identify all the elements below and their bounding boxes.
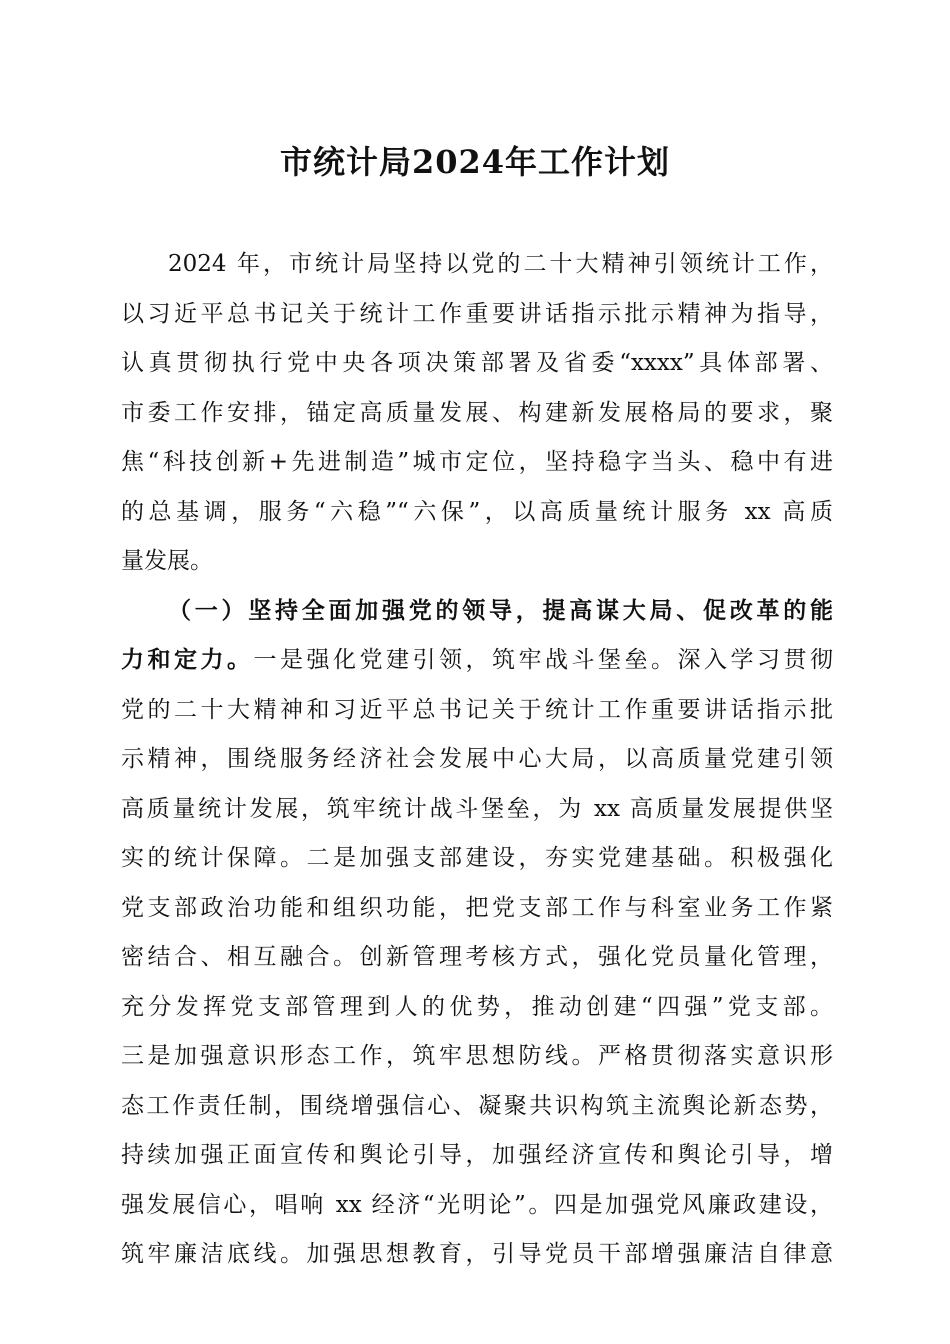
section-line: 三是加强意识形态工作，筑牢思想防线。严格贯彻落实意识形 [121,1043,833,1069]
section-line: 持续加强正面宣传和舆论引导，加强经济宣传和舆论引导，增 [121,1142,833,1168]
intro-line: 以习近平总书记关于统计工作重要讲话指示批示精神为指导， [121,300,833,327]
section-line: 密结合、相互融合。创新管理考核方式，强化党员量化管理， [121,944,833,970]
section-line: 实的统计保障。二是加强支部建设，夯实党建基础。积极强化 [121,845,833,871]
section-line: 态工作责任制，围绕增强信心、凝聚共识构筑主流舆论新态势， [121,1092,833,1119]
intro-line: 焦“科技创新+先进制造”城市定位，坚持稳字当头、稳中有进 [121,449,833,475]
intro-line: 量发展。 [121,548,213,574]
section-body-start: 一是强化党建引领，筑牢战斗堡垒。深入学习贯彻 [253,647,833,673]
intro-line: 2024 年，市统计局坚持以党的二十大精神引领统计工作， [168,251,833,277]
section-line: 筑牢廉洁底线。加强思想教育，引导党员干部增强廉洁自律意 [121,1241,833,1267]
section-heading: （一）坚持全面加强党的领导，提高谋大局、促改革的能 [168,596,833,624]
section-line: 党支部政治功能和组织功能，把党支部工作与科室业务工作紧 [121,894,833,921]
section-line: 党的二十大精神和习近平总书记关于统计工作重要讲话指示批 [121,696,833,723]
intro-line: 市委工作安排，锚定高质量发展、构建新发展格局的要求，聚 [121,399,833,426]
section-line: 充分发挥党支部管理到人的优势，推动创建“四强”党支部。 [121,993,833,1020]
section-line: 强发展信心，唱响 xx 经济“光明论”。四是加强党风廉政建设， [121,1191,833,1218]
section-heading-continued [121,636,833,684]
intro-line: 的总基调，服务“六稳”“六保”，以高质量统计服务 xx 高质 [121,498,833,525]
section-line: 示精神，围绕服务经济社会发展中心大局，以高质量党建引领 [121,746,833,772]
intro-line: 认真贯彻执行党中央各项决策部署及省委“xxxx”具体部署、 [121,350,833,376]
section-line: 高质量统计发展，筑牢统计战斗堡垒，为 xx 高质量发展提供坚 [121,795,833,822]
document-title: 市统计局2024年工作计划 [279,143,671,181]
section-heading-end: 力和定力。 [121,646,254,673]
